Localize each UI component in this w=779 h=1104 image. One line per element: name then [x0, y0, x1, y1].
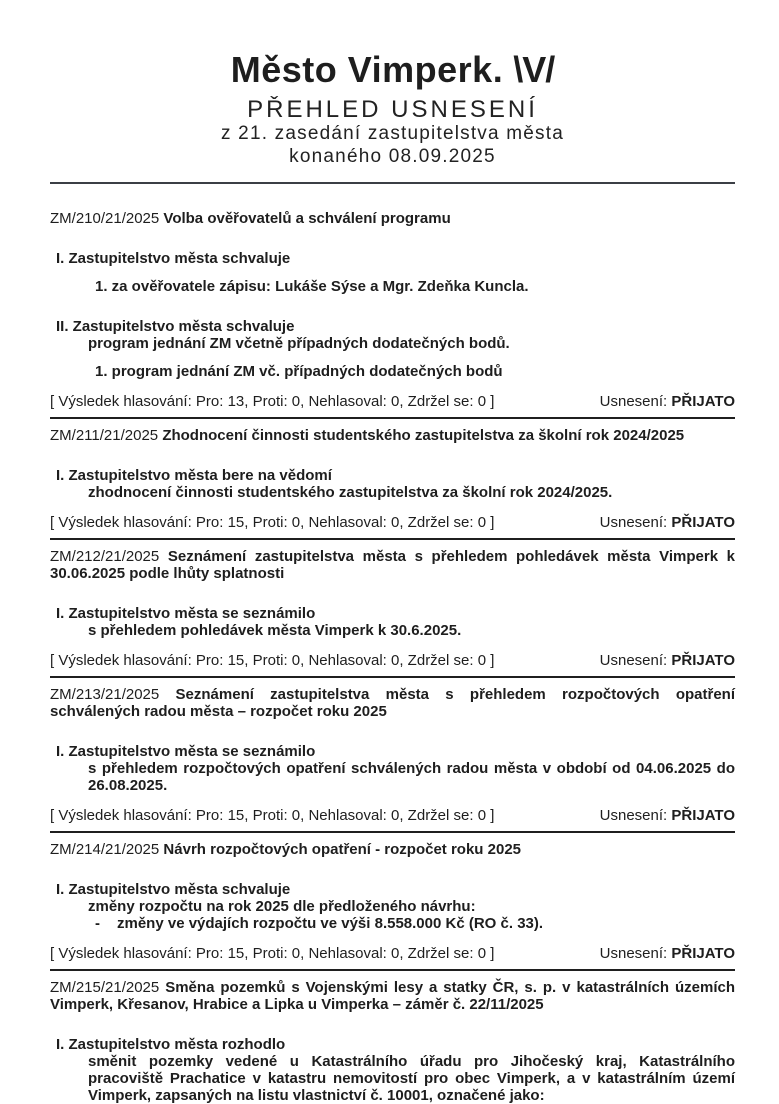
resolution-id: ZM/213/21/2025 — [50, 686, 160, 704]
outcome-value: PŘIJATO — [671, 514, 735, 532]
outcome-value: PŘIJATO — [671, 807, 735, 825]
document-subtitle-session: z 21. zasedání zastupitelstva města — [221, 123, 564, 145]
outcome-label: Usnesení: — [599, 393, 668, 411]
statement-line: s přehledem rozpočtových opatření schválených radou města v období od 04.06.2025 do 26.08.2025. — [88, 760, 735, 795]
statement-line: II. Zastupitelstvo města schvaluje — [56, 318, 295, 336]
resolution-id: ZM/215/21/2025 — [50, 979, 160, 997]
statement-line — [95, 915, 735, 932]
voting-row — [50, 945, 735, 962]
resolution-outcome — [600, 807, 735, 824]
resolution-id: ZM/212/21/2025 — [50, 548, 160, 566]
outcome-label: Usnesení: — [599, 945, 668, 963]
statement-line: I. Zastupitelstvo města bere na vědomí — [56, 467, 332, 485]
resolution-zm-211 — [50, 427, 735, 540]
document-header — [50, 0, 735, 184]
resolution-outcome — [600, 514, 735, 531]
resolution-title — [50, 210, 735, 227]
resolution-name: Volba ověřovatelů a schválení programu — [163, 210, 451, 228]
statement-line: I. Zastupitelstvo města schvaluje — [56, 881, 291, 899]
voting-result-text: [ Výsledek hlasování: Pro: 15, Proti: 0, Nehlasoval: 0, Zdržel se: 0 ] — [50, 514, 495, 532]
outcome-label: Usnesení: — [599, 514, 668, 532]
section-divider — [50, 969, 735, 971]
resolution-zm-215 — [50, 979, 735, 1104]
resolution-zm-212 — [50, 548, 735, 678]
voting-row — [50, 807, 735, 824]
city-logo — [50, 49, 735, 90]
document-title: PŘEHLED USNESENÍ — [247, 96, 538, 123]
section-divider — [50, 831, 735, 833]
city-logo-mark-icon: \V/ — [513, 49, 555, 90]
outcome-label: Usnesení: — [599, 807, 668, 825]
resolution-zm-214 — [50, 841, 735, 971]
section-divider — [50, 417, 735, 419]
voting-result-text: [ Výsledek hlasování: Pro: 15, Proti: 0, Nehlasoval: 0, Zdržel se: 0 ] — [50, 807, 495, 825]
statement-line: s přehledem pohledávek města Vimperk k 30.6.2025. — [88, 622, 462, 640]
resolution-name: Seznámení zastupitelstva města s přehledem pohledávek města Vimperk k 30.06.2025 podle lhůty splatnosti — [50, 548, 735, 583]
statement-line: I. Zastupitelstvo města rozhodlo — [56, 1036, 286, 1054]
voting-row — [50, 393, 735, 410]
statement-line: I. Zastupitelstvo města se seznámilo — [56, 605, 316, 623]
voting-result-text: [ Výsledek hlasování: Pro: 15, Proti: 0, Nehlasoval: 0, Zdržel se: 0 ] — [50, 945, 495, 963]
statement-line: zhodnocení činnosti studentského zastupitelstva za školní rok 2024/2025. — [88, 484, 613, 502]
header-divider — [50, 182, 735, 184]
voting-row — [50, 514, 735, 531]
statement-line: změny rozpočtu na rok 2025 dle předloženého návrhu: — [88, 898, 476, 916]
resolution-title — [50, 841, 735, 858]
resolution-name: Seznámení zastupitelstva města s přehledem rozpočtových opatření schválených radou města – rozpočet roku 2025 — [50, 686, 735, 721]
resolution-title — [50, 979, 735, 1013]
resolution-name: Směna pozemků s Vojenskými lesy a statky ČR, s. p. v katastrálních územích Vimperk, Křesanov, Hrabice a Lipka u Vimperka – záměr č. 22/11/2025 — [50, 979, 735, 1014]
bullet-text: změny ve výdajích rozpočtu ve výši 8.558.000 Kč (RO č. 33). — [117, 915, 544, 933]
outcome-value: PŘIJATO — [671, 393, 735, 411]
statement-line: program jednání ZM včetně případných dodatečných bodů. — [88, 335, 510, 353]
statement-line: 1. za ověřovatele zápisu: Lukáše Sýse a Mgr. Zdeňka Kuncla. — [95, 278, 529, 296]
section-divider — [50, 538, 735, 540]
voting-row — [50, 652, 735, 669]
resolution-outcome — [600, 393, 735, 410]
statement-line: I. Zastupitelstvo města schvaluje — [56, 250, 291, 268]
outcome-label: Usnesení: — [599, 652, 668, 670]
statement-line: 1. program jednání ZM vč. případných dodatečných bodů — [95, 363, 503, 381]
resolution-id: ZM/211/21/2025 — [50, 427, 159, 445]
resolution-name: Zhodnocení činnosti studentského zastupitelstva za školní rok 2024/2025 — [162, 427, 685, 445]
resolution-zm-210 — [50, 210, 735, 419]
resolution-title — [50, 427, 735, 444]
statement-line: I. Zastupitelstvo města se seznámilo — [56, 743, 316, 761]
resolution-zm-213 — [50, 686, 735, 833]
resolution-id: ZM/210/21/2025 — [50, 210, 160, 228]
resolution-outcome — [600, 945, 735, 962]
statement-line: směnit pozemky vedené u Katastrálního úřadu pro Jihočeský kraj, Katastrálního pracoviště Prachatice v katastru nemovitostí pro obec Vimperk, a v katastrálním území Vimperk, zapsaných na listu vlastnictví č. 10001, označené jako: — [88, 1053, 735, 1104]
section-divider — [50, 676, 735, 678]
city-logo-text: Město Vimperk. — [230, 49, 504, 90]
resolution-name: Návrh rozpočtových opatření - rozpočet roku 2025 — [163, 841, 522, 859]
resolution-outcome — [600, 652, 735, 669]
outcome-value: PŘIJATO — [671, 652, 735, 670]
document-subtitle-date: konaného 08.09.2025 — [289, 145, 496, 167]
resolution-id: ZM/214/21/2025 — [50, 841, 160, 859]
resolution-title — [50, 686, 735, 720]
outcome-value: PŘIJATO — [671, 945, 735, 963]
voting-result-text: [ Výsledek hlasování: Pro: 13, Proti: 0, Nehlasoval: 0, Zdržel se: 0 ] — [50, 393, 495, 411]
bullet-dash: - — [95, 915, 100, 933]
resolution-title — [50, 548, 735, 582]
voting-result-text: [ Výsledek hlasování: Pro: 15, Proti: 0, Nehlasoval: 0, Zdržel se: 0 ] — [50, 652, 495, 670]
